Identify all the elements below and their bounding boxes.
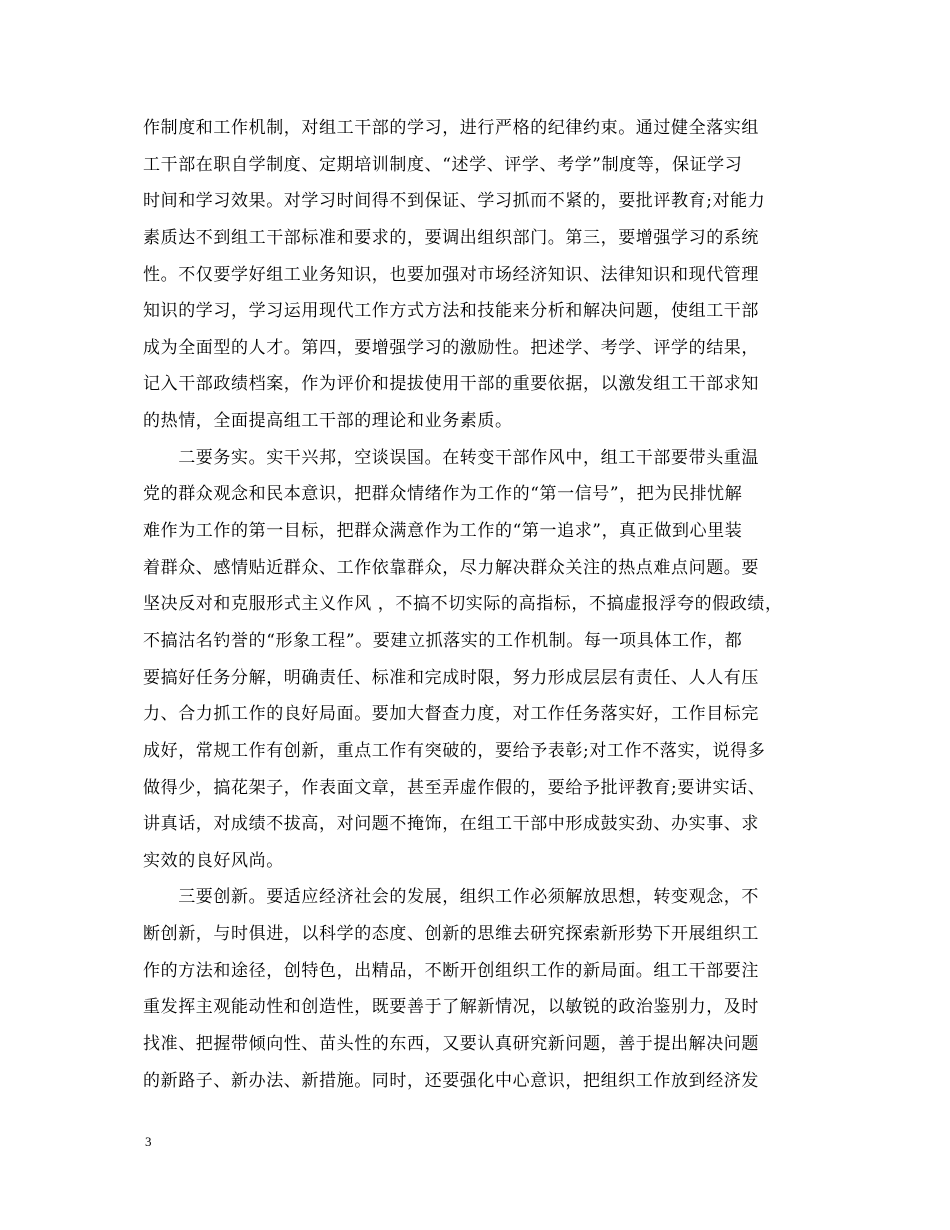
page-number: 3 (145, 1134, 152, 1149)
text-line: 成为全面型的人才。第四，要增强学习的激励性。把述学、考学、评学的结果， (143, 337, 759, 358)
text-line: 三要创新。要适应经济社会的发展，组织工作必须解放思想，转变观念，不 (143, 887, 759, 908)
text-line: 的热情，全面提高组工干部的理论和业务素质。 (143, 411, 513, 432)
text-line: 记入干部政绩档案，作为评价和提拔使用干部的重要依据，以激发组工干部求知 (143, 374, 759, 395)
text-line: 做得少，搞花架子，作表面文章，甚至弄虚作假的，要给予批评教育;要讲实话、 (143, 777, 766, 798)
text-line: 找准、把握带倾向性、苗头性的东西，又要认真研究新问题，善于提出解决问题 (143, 1034, 759, 1055)
text-line: 讲真话，对成绩不拔高，对问题不掩饰，在组工干部中形成鼓实劲、办实事、求 (143, 814, 759, 835)
text-line: 素质达不到组工干部标准和要求的，要调出组织部门。第三，要增强学习的系统 (143, 227, 759, 248)
text-line: 作的方法和途径，创特色，出精品，不断开创组织工作的新局面。组工干部要注 (143, 960, 759, 981)
text-line: 坚决反对和克服形式主义作风 ，不搞不切实际的高指标，不搞虚报浮夸的假政绩， (143, 594, 783, 615)
text-line: 不搞沽名钓誉的“形象工程”。要建立抓落实的工作机制。每一项具体工作，都 (143, 630, 743, 651)
text-line: 的新路子、新办法、新措施。同时，还要强化中心意识，把组织工作放到经济发 (143, 1070, 759, 1091)
text-line: 二要务实。实干兴邦，空谈误国。在转变干部作风中，组工干部要带头重温 (143, 447, 759, 468)
text-line: 性。不仅要学好组工业务知识，也要加强对市场经济知识、法律知识和现代管理 (143, 264, 759, 285)
text-line: 力、合力抓工作的良好局面。要加大督查力度，对工作任务落实好，工作目标完 (143, 704, 759, 725)
text-line: 着群众、感情贴近群众、工作依靠群众，尽力解决群众关注的热点难点问题。要 (143, 557, 759, 578)
text-line: 作制度和工作机制，对组工干部的学习，进行严格的纪律约束。通过健全落实组 (143, 118, 759, 138)
text-line: 时间和学习效果。对学习时间得不到保证、学习抓而不紧的，要批评教育;对能力 (143, 191, 766, 212)
text-line: 实效的良好风尚。 (143, 850, 284, 871)
text-line: 党的群众观念和民本意识，把群众情绪作为工作的“第一信号”，把为民排忧解 (143, 484, 743, 505)
body-text (143, 110, 823, 1099)
text-line: 要搞好任务分解，明确责任、标准和完成时限，努力形成层层有责任、人人有压 (143, 667, 759, 688)
text-line: 难作为工作的第一目标，把群众满意作为工作的“第一追求”，真正做到心里装 (143, 521, 743, 542)
text-line: 成好，常规工作有创新，重点工作有突破的，要给予表彰;对工作不落实，说得多 (143, 740, 766, 761)
text-line: 知识的学习，学习运用现代工作方式方法和技能来分析和解决问题，使组工干部 (143, 301, 759, 322)
text-line: 断创新，与时俱进，以科学的态度、创新的思维去研究探索新形势下开展组织工 (143, 924, 759, 945)
text-line: 重发挥主观能动性和创造性，既要善于了解新情况，以敏锐的政治鉴别力，及时 (143, 997, 759, 1018)
text-line: 工干部在职自学制度、定期培训制度、“述学、评学、考学”制度等，保证学习 (143, 154, 743, 175)
